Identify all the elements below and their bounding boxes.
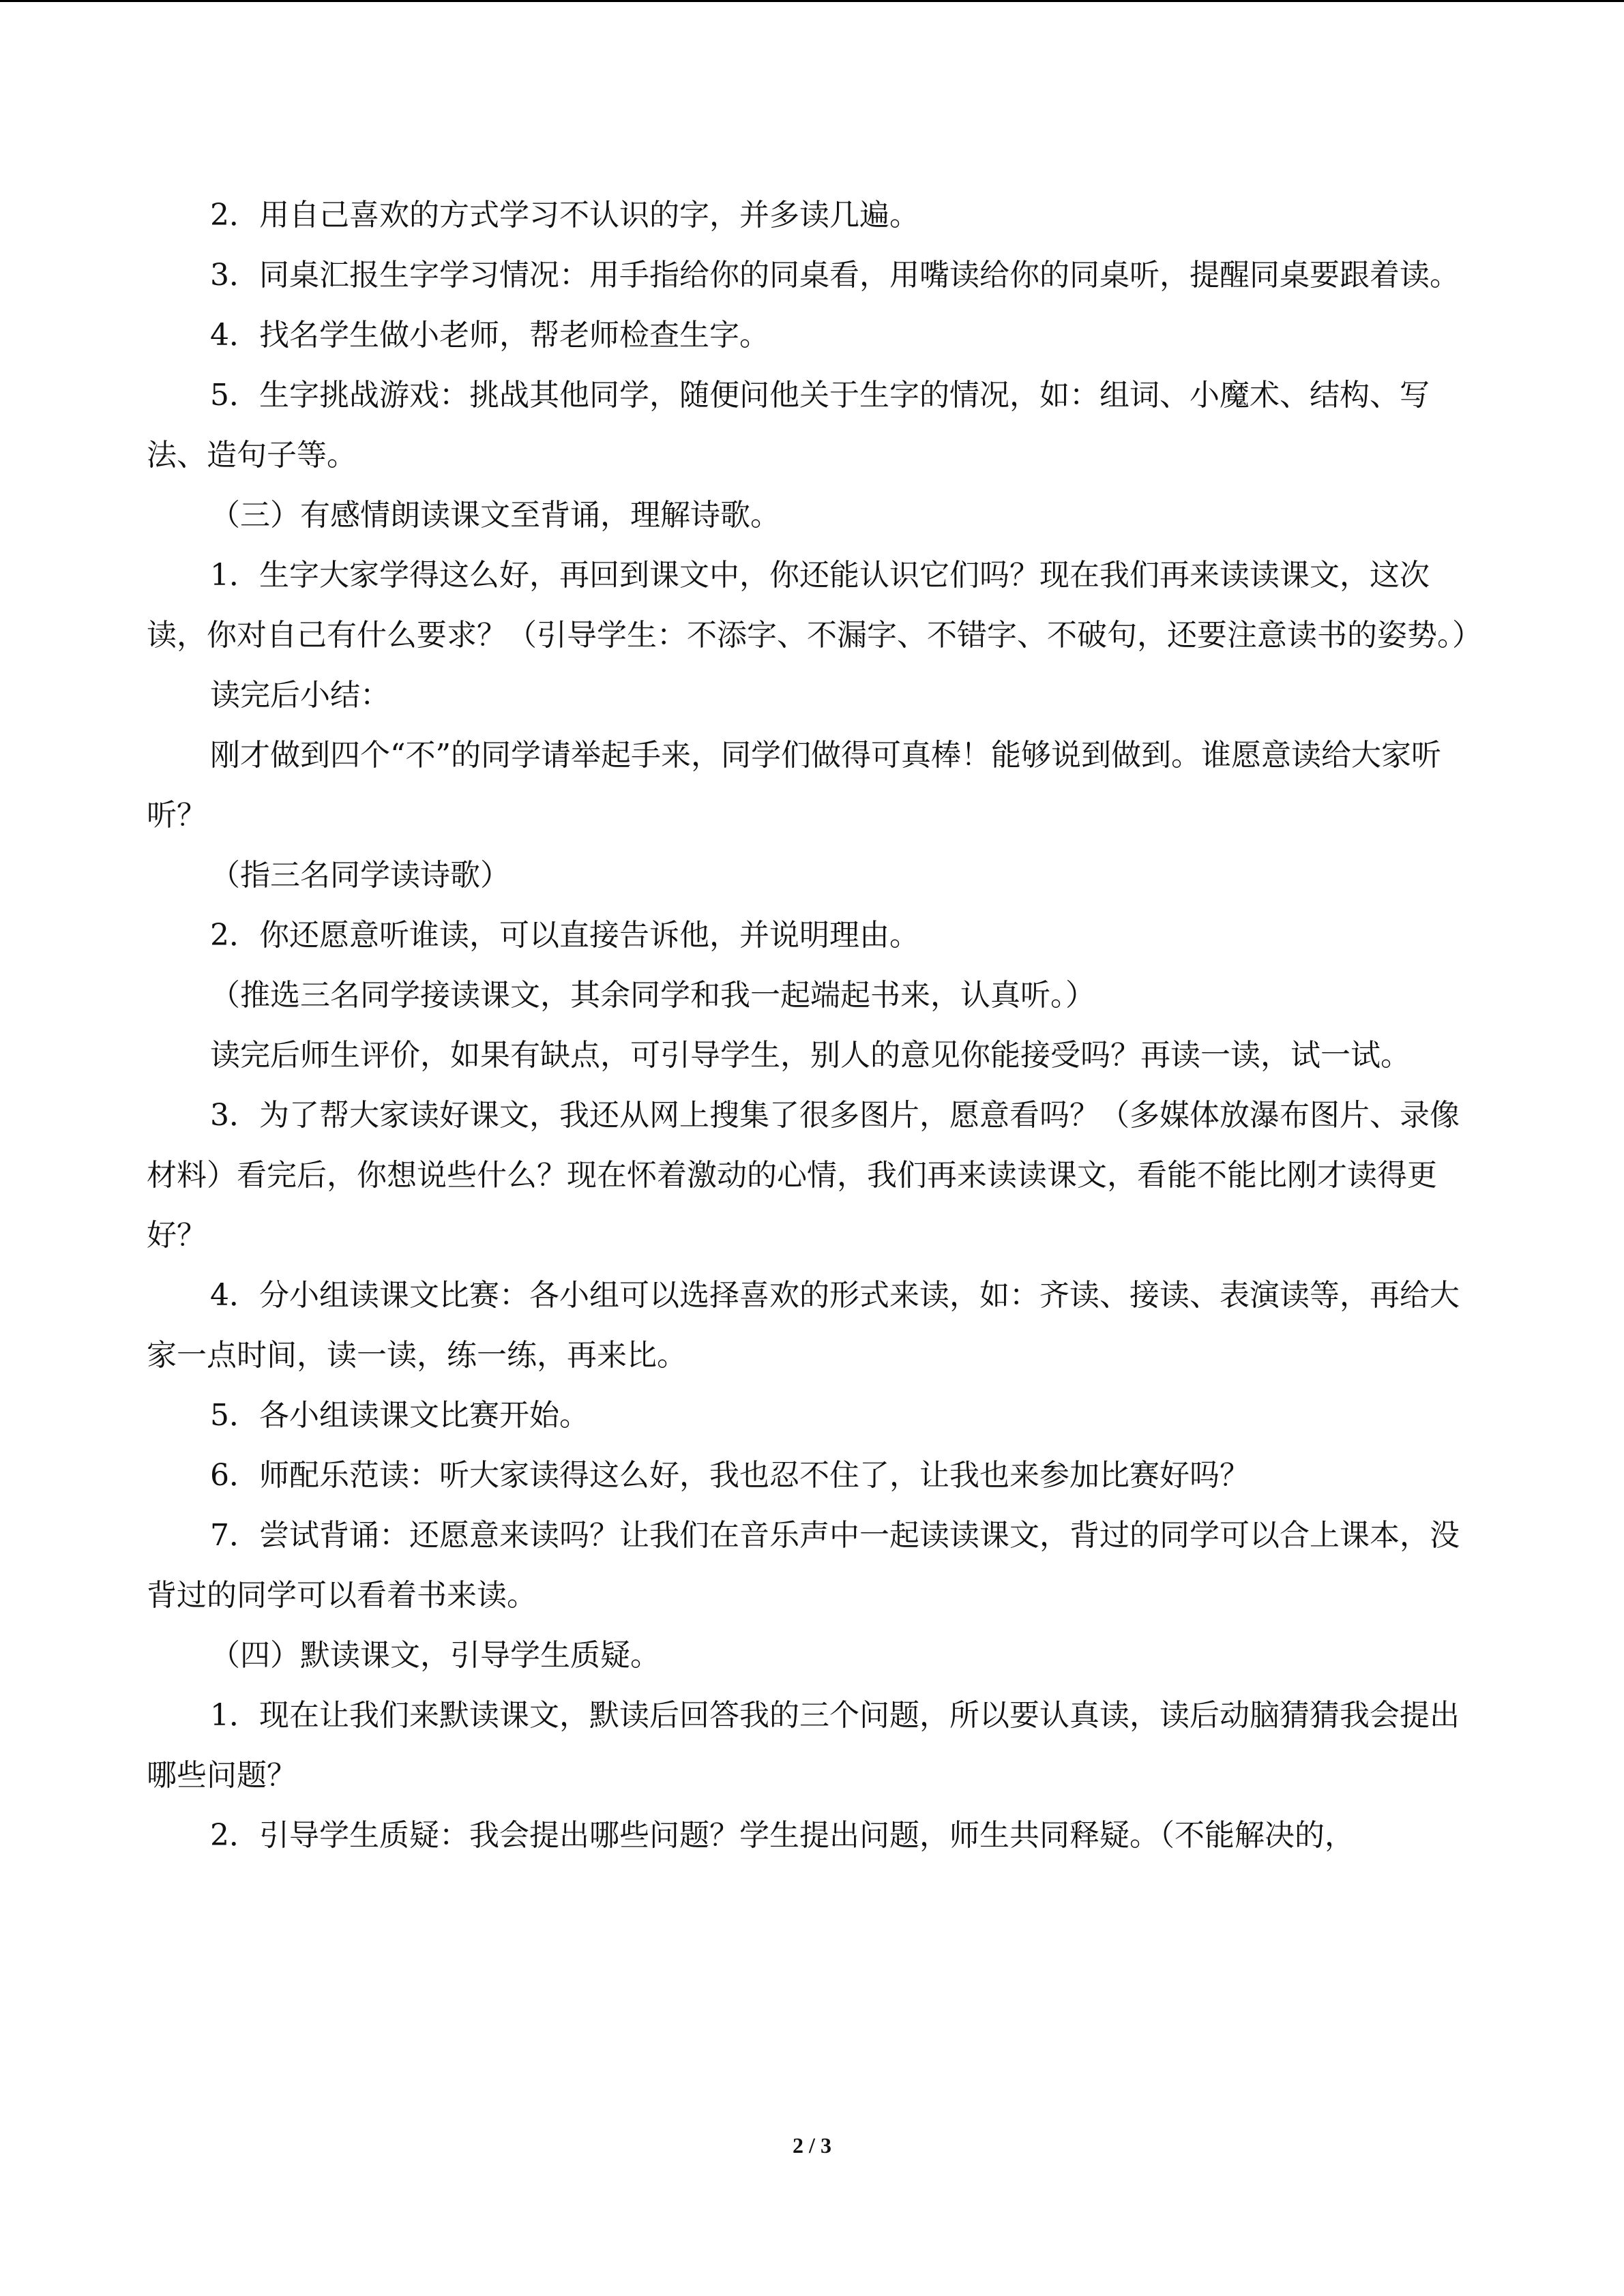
paragraph: 2．你还愿意听谁读，可以直接告诉他，并说明理由。 [210,918,919,953]
page-number: 2 / 3 [793,2133,831,2158]
document-body [147,185,1483,1866]
paragraph: 4．分小组读课文比赛：各小组可以选择喜欢的形式来读，如：齐读、接读、表演读等，再给大家一点时间，读一读，练一练，再来比。 [147,1278,1460,1373]
paragraph: 1．现在让我们来默读课文，默读后回答我的三个问题，所以要认真读，读后动脑猜猜我会提出哪些问题？ [147,1698,1460,1793]
paragraph: 3．为了帮大家读好课文，我还从网上搜集了很多图片，愿意看吗？（多媒体放瀑布图片、录像材料）看完后，你想说些什么？现在怀着激动的心情，我们再来读读课文，看能不能比刚才读得更好？ [147,1098,1460,1253]
paragraph: 2．用自己喜欢的方式学习不认识的字，并多读几遍。 [210,198,919,233]
paragraph: 3．同桌汇报生字学习情况：用手指给你的同桌看，用嘴读给你的同桌听，提醒同桌要跟着读。 [210,258,1460,293]
section-heading: （四）默读课文，引导学生质疑。 [210,1638,660,1673]
section-heading: （三）有感情朗读课文至背诵，理解诗歌。 [210,498,780,533]
paragraph: 5．生字挑战游戏：挑战其他同学，随便问他关于生字的情况，如：组词、小魔术、结构、写法、造句子等。 [147,378,1430,473]
paragraph: 2．引导学生质疑：我会提出哪些问题？学生提出问题，师生共同释疑。（不能解决的， [210,1818,1355,1853]
paragraph: 4．找名学生做小老师，帮老师检查生字。 [210,318,769,353]
paragraph: 读完后小结： [210,678,390,713]
paragraph: （指三名同学读诗歌） [210,858,510,893]
paragraph: 7．尝试背诵：还愿意来读吗？让我们在音乐声中一起读读课文，背过的同学可以合上课本，没背过的同学可以看着书来读。 [147,1518,1460,1613]
paragraph: 6．师配乐范读：听大家读得这么好，我也忍不住了，让我也来参加比赛好吗？ [210,1458,1250,1493]
paragraph: 1．生字大家学得这么好，再回到课文中，你还能认识它们吗？现在我们再来读读课文，这次读，你对自己有什么要求？（引导学生：不添字、不漏字、不错字、不破句，还要注意读书的姿势。） [147,558,1482,653]
paragraph: 5．各小组读课文比赛开始。 [210,1398,589,1433]
paragraph: 读完后师生评价，如果有缺点，可引导学生，别人的意见你能接受吗？再读一读，试一试。 [210,1038,1411,1073]
paragraph: 刚才做到四个“不”的同学请举起手来，同学们做得可真棒！能够说到做到。谁愿意读给大家听听？ [147,738,1441,833]
paragraph: （推选三名同学接读课文，其余同学和我一起端起书来，认真听。） [210,978,1095,1013]
top-border-line [0,0,1624,2]
